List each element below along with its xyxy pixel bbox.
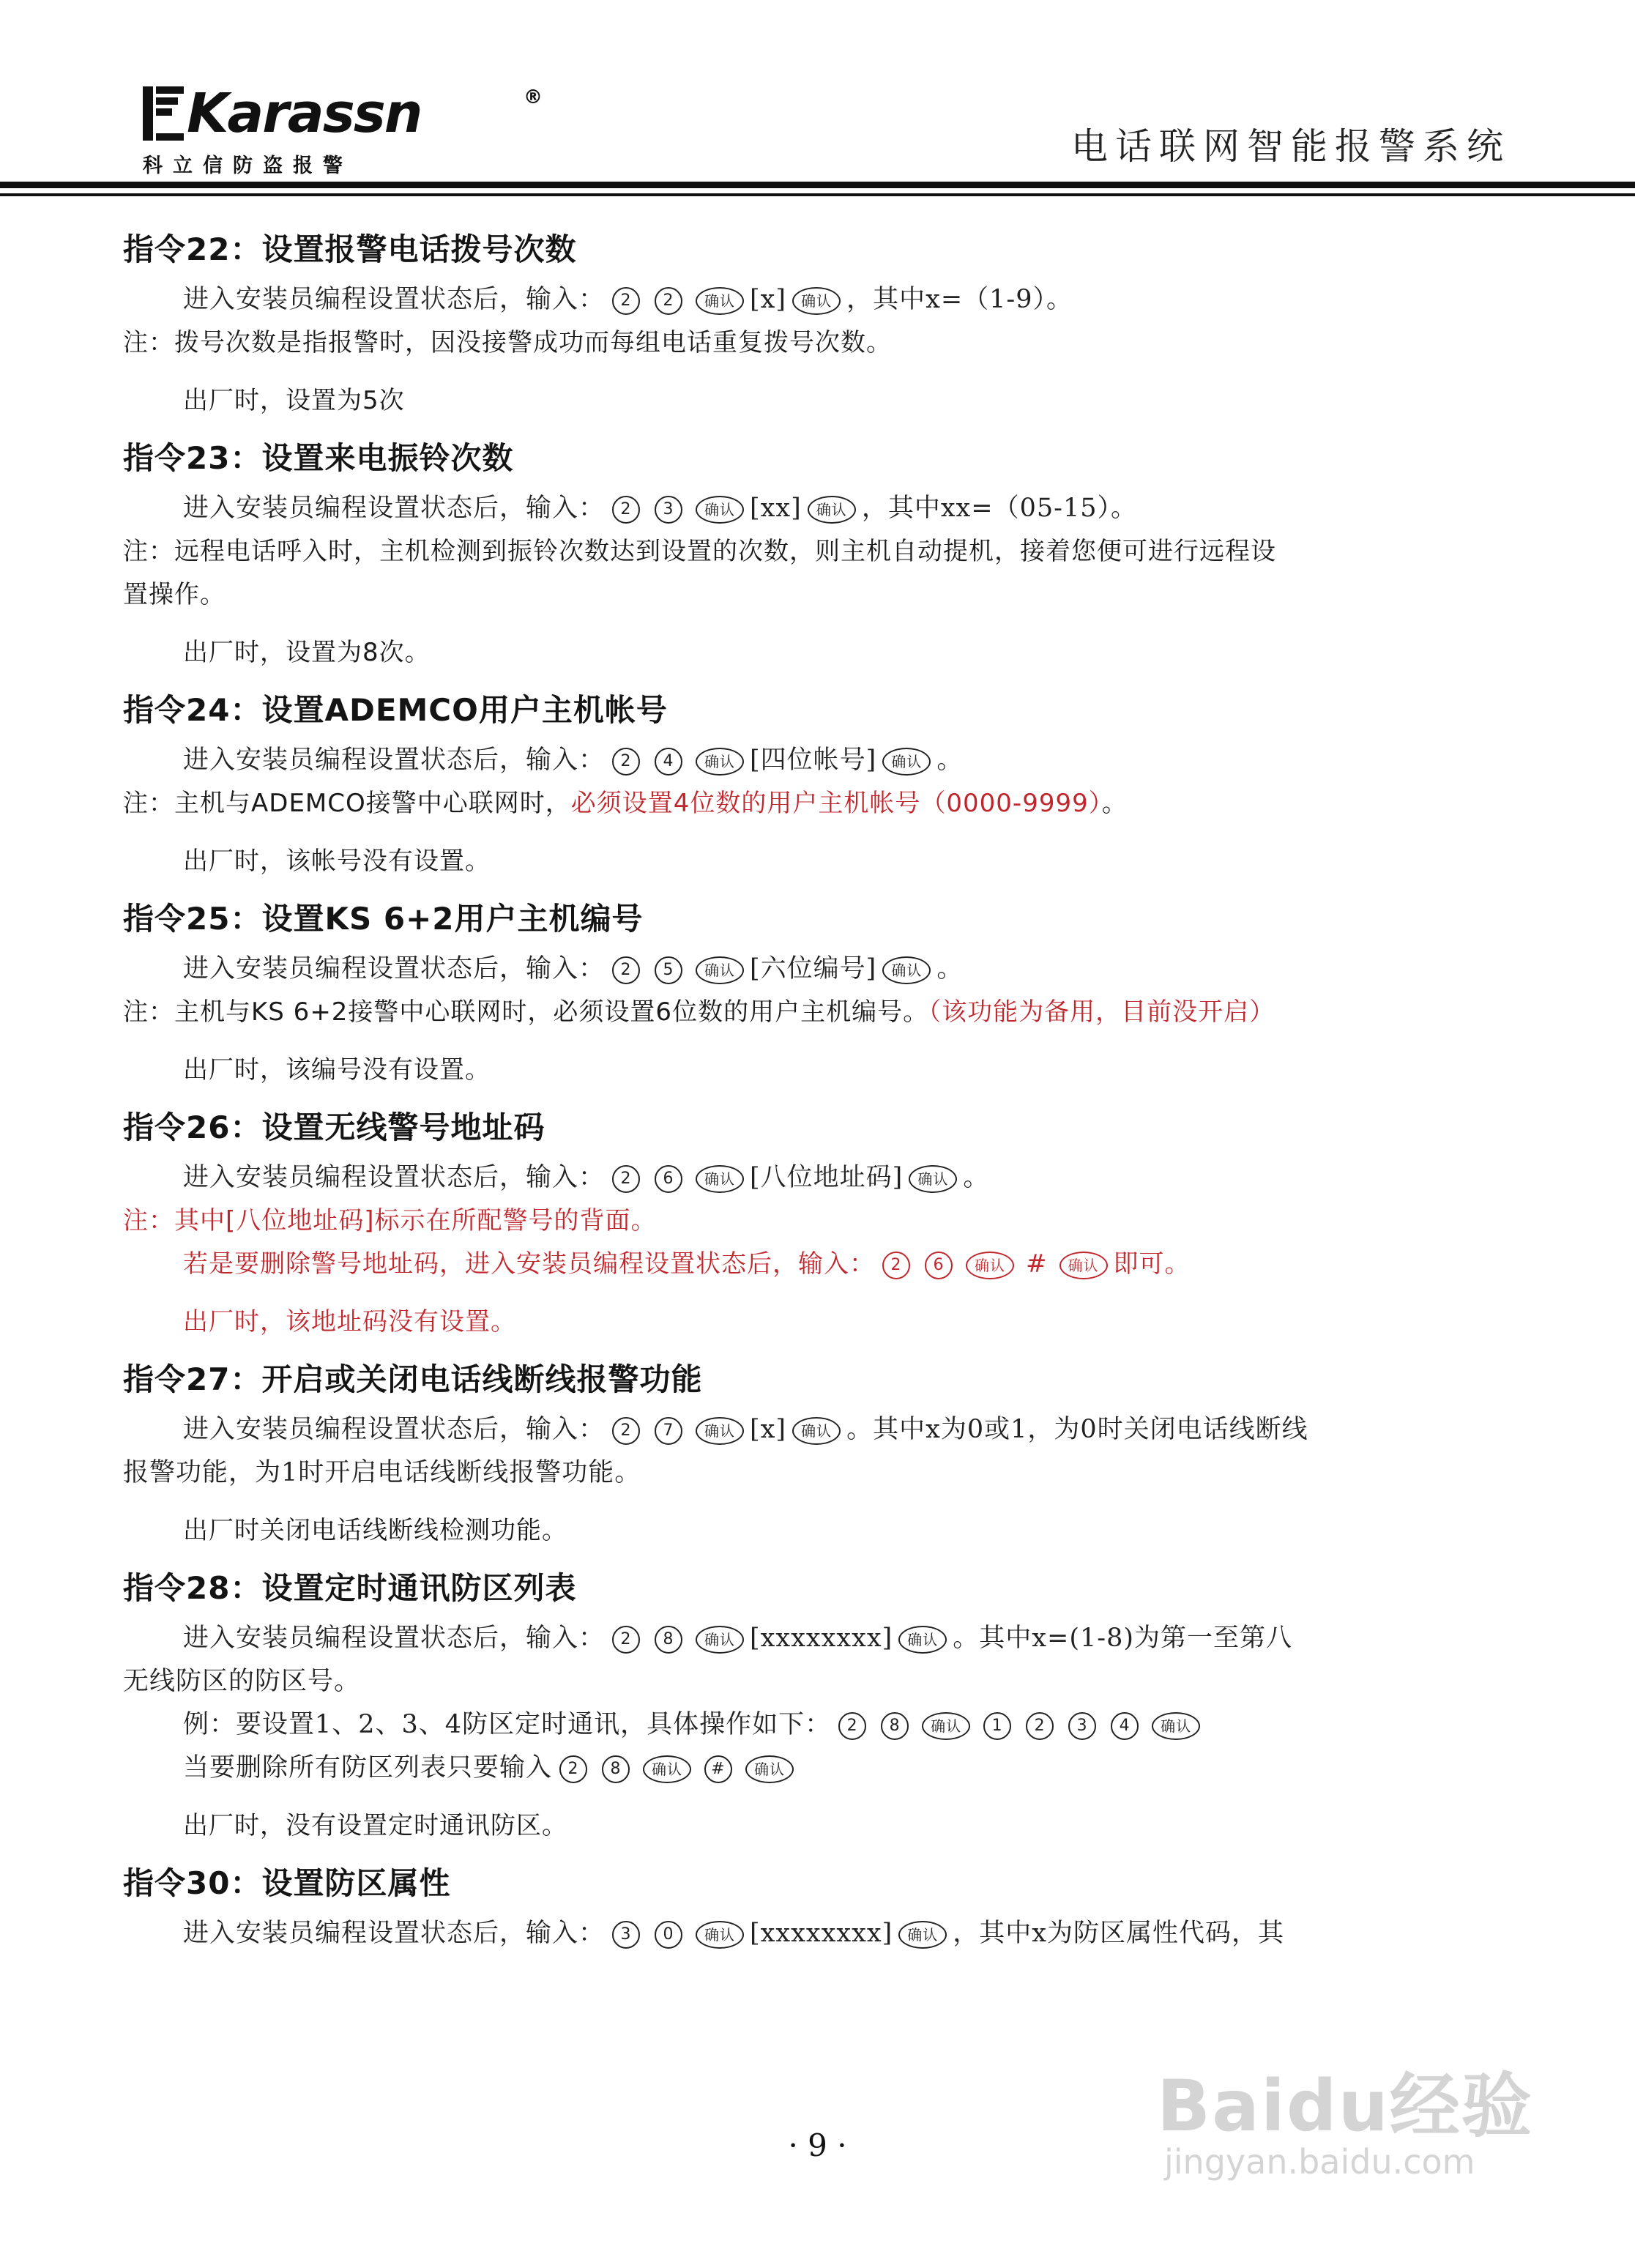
key-icon: 2 [655, 287, 682, 315]
key-icon: 2 [882, 1252, 910, 1279]
note: 注：拨号次数是指报警时，因没接警成功而每组电话重复拨号次数。 [123, 328, 892, 357]
key-icon: 2 [612, 287, 640, 315]
confirm-key-icon: 确认 [696, 956, 744, 984]
header-rule-thick [0, 182, 1635, 188]
section-title: 指令28：设置定时通讯防区列表 [123, 1570, 577, 1606]
key-icon: 5 [655, 956, 682, 984]
section-title: 指令23：设置来电振铃次数 [123, 440, 514, 476]
confirm-key-icon: 确认 [792, 287, 841, 315]
factory-default: 出厂时，没有设置定时通讯防区。 [183, 1811, 567, 1840]
instruction-line-continued: 报警功能，为1时开启电话线断线报警功能。 [123, 1458, 641, 1487]
confirm-key-icon: 确认 [696, 287, 744, 315]
confirm-key-icon: 确认 [745, 1755, 794, 1783]
confirm-key-icon: 确认 [696, 748, 744, 776]
confirm-key-icon: 确认 [792, 1417, 841, 1445]
confirm-key-icon: 确认 [696, 496, 744, 524]
factory-default: 出厂时，该编号没有设置。 [183, 1055, 491, 1085]
key-icon: 2 [612, 1417, 640, 1445]
confirm-key-icon: 确认 [643, 1755, 691, 1783]
key-icon: 3 [612, 1921, 640, 1949]
confirm-key-icon: 确认 [1152, 1712, 1200, 1740]
key-icon: 2 [1026, 1712, 1054, 1740]
key-icon: 4 [655, 748, 682, 776]
instruction-line: 进入安装员编程设置状态后，输入： 2 5 确认 [六位编号] 确认 。 [183, 954, 964, 984]
section-30 [123, 1861, 1514, 1955]
factory-default: 出厂时，设置为8次。 [183, 638, 431, 667]
key-icon: 3 [1068, 1712, 1096, 1740]
section-27 [123, 1357, 1514, 1553]
section-26 [123, 1105, 1514, 1344]
section-22 [123, 227, 1514, 423]
note-red-delete: 若是要删除警号地址码，进入安装员编程设置状态后，输入： 2 6 确认 # 确认 即可。 [183, 1249, 1191, 1279]
confirm-key-icon: 确认 [696, 1417, 744, 1445]
section-title: 指令26：设置无线警号地址码 [123, 1109, 545, 1145]
hash-key: # [1026, 1249, 1048, 1279]
key-icon: 3 [655, 496, 682, 524]
confirm-key-icon: 确认 [922, 1712, 970, 1740]
section-title: 指令24：设置ADEMCO用户主机帐号 [123, 692, 668, 728]
instruction-line: 进入安装员编程设置状态后，输入： 2 3 确认 [xx] 确认 ，其中xx=（05-15）。 [183, 494, 1138, 523]
instruction-line: 进入安装员编程设置状态后，输入： 2 6 确认 [八位地址码] 确认 。 [183, 1163, 990, 1192]
key-icon: 2 [612, 1165, 640, 1193]
confirm-key-icon: 确认 [882, 748, 931, 776]
key-icon: 2 [612, 496, 640, 524]
page-content [123, 227, 1514, 1968]
section-28 [123, 1566, 1514, 1848]
factory-default: 出厂时关闭电话线断线检测功能。 [183, 1516, 567, 1545]
watermark: Baidu经验 [1157, 2065, 1533, 2147]
key-icon: 8 [602, 1755, 630, 1783]
section-title: 指令25：设置KS 6+2用户主机编号 [123, 901, 644, 937]
delete-line: 当要删除所有防区列表只要输入 2 8 确认 # 确认 [123, 1747, 1514, 1790]
header-rule-thin [0, 193, 1635, 196]
instruction-line-continued: 无线防区的防区号。 [123, 1667, 361, 1696]
header-title: 电话联网智能报警系统 [1071, 125, 1511, 168]
confirm-key-icon: 确认 [966, 1252, 1014, 1279]
instruction-line: 进入安装员编程设置状态后，输入： 2 4 确认 [四位帐号] 确认 。 [183, 746, 964, 775]
confirm-key-icon: 确认 [909, 1165, 957, 1193]
hash-key-icon: # [704, 1755, 732, 1783]
key-icon: 0 [655, 1921, 682, 1949]
key-icon: 2 [838, 1712, 866, 1740]
logo-subtitle: 科立信防盗报警 [143, 155, 353, 177]
confirm-key-icon: 确认 [898, 1626, 947, 1654]
note: 注：主机与ADEMCO接警中心联网时，必须设置4位数的用户主机帐号（0000-9999）。 [123, 789, 1128, 818]
section-title: 指令27：开启或关闭电话线断线报警功能 [123, 1361, 703, 1397]
key-icon: 2 [559, 1755, 587, 1783]
key-icon: 6 [925, 1252, 953, 1279]
section-25 [123, 896, 1514, 1092]
note-highlight: 必须设置4位数的用户主机帐号（0000-9999） [570, 789, 1102, 818]
instruction-line: 进入安装员编程设置状态后，输入： 3 0 确认 [xxxxxxxx] 确认 ，其中x为防区属性代码，其 [183, 1919, 1284, 1948]
note: 注：主机与KS 6+2接警中心联网时，必须设置6位数的用户主机编号。（该功能为备用，目前没开启） [123, 997, 1275, 1027]
page-number: · 9 · [788, 2127, 847, 2163]
section-23 [123, 436, 1514, 674]
logo-mark-icon [143, 86, 187, 141]
section-title: 指令30：设置防区属性 [123, 1865, 451, 1901]
confirm-key-icon: 确认 [882, 956, 931, 984]
instruction-line: 进入安装员编程设置状态后，输入： 2 2 确认 [x] 确认 ，其中x=（1-9）。 [183, 285, 1073, 314]
section-title: 指令22：设置报警电话拨号次数 [123, 231, 577, 267]
factory-default: 出厂时，该帐号没有设置。 [183, 847, 491, 876]
logo-wordmark: Karassn [187, 82, 422, 145]
section-24 [123, 688, 1514, 883]
key-icon: 4 [1111, 1712, 1139, 1740]
example-line: 例：要设置1、2、3、4防区定时通讯，具体操作如下： 2 8 确认 1 2 3 4 确认 [123, 1703, 1514, 1747]
note-red: 注：其中[八位地址码]标示在所配警号的背面。 [123, 1206, 657, 1235]
note-continued: 置操作。 [123, 580, 226, 609]
confirm-key-icon: 确认 [808, 496, 856, 524]
key-icon: 1 [983, 1712, 1011, 1740]
key-icon: 2 [612, 748, 640, 776]
watermark-url: jingyan.baidu.com [1164, 2142, 1475, 2182]
factory-default: 出厂时，设置为5次 [183, 386, 405, 415]
key-icon: 2 [612, 956, 640, 984]
confirm-key-icon: 确认 [696, 1165, 744, 1193]
key-icon: 8 [655, 1626, 682, 1654]
confirm-key-icon: 确认 [898, 1921, 947, 1949]
factory-default: 出厂时，该地址码没有设置。 [183, 1307, 516, 1336]
note: 注：远程电话呼入时，主机检测到振铃次数达到设置的次数，则主机自动提机，接着您便可进行远程设 [123, 537, 1276, 566]
confirm-key-icon: 确认 [696, 1626, 744, 1654]
registered-mark: ® [524, 86, 543, 108]
instruction-line: 进入安装员编程设置状态后，输入： 2 8 确认 [xxxxxxxx] 确认 。其中x=(1-8)为第一至第八 [183, 1624, 1292, 1653]
confirm-key-icon: 确认 [1059, 1252, 1108, 1279]
confirm-key-icon: 确认 [696, 1921, 744, 1949]
note-highlight: （该功能为备用，目前没开启） [928, 997, 1275, 1027]
key-icon: 7 [655, 1417, 682, 1445]
key-icon: 8 [881, 1712, 909, 1740]
instruction-line: 进入安装员编程设置状态后，输入： 2 7 确认 [x] 确认 。其中x为0或1，为0时关闭电话线断线 [183, 1415, 1308, 1444]
key-icon: 6 [655, 1165, 682, 1193]
key-icon: 2 [612, 1626, 640, 1654]
